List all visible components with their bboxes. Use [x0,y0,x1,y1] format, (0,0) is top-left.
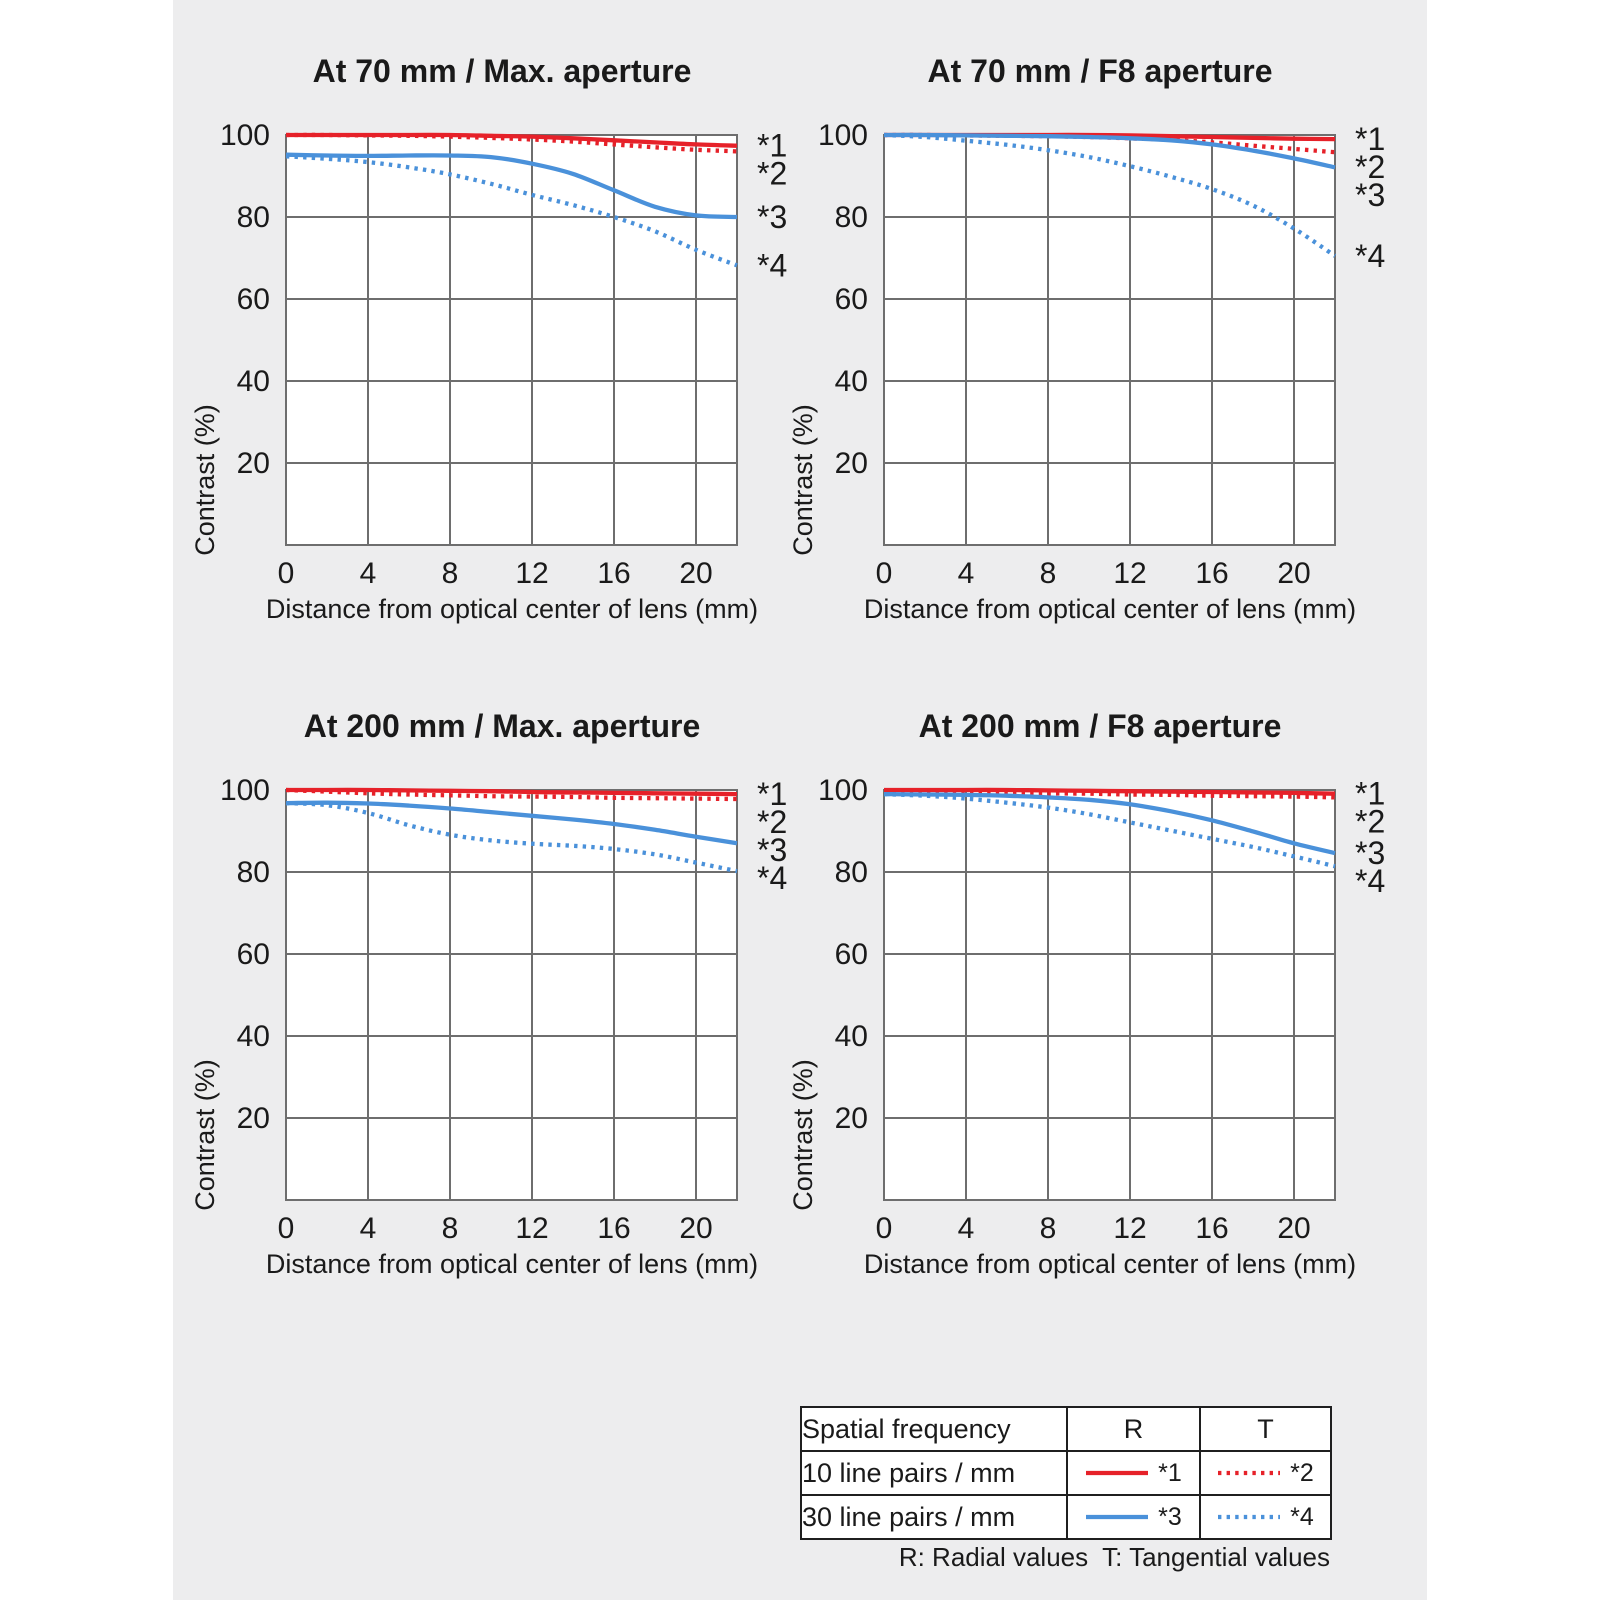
legend-swatch-cell [1200,1451,1331,1495]
curve-label: *2 [757,804,788,841]
legend-header-row [801,1407,1331,1451]
curve-label: *4 [757,860,788,897]
x-tick-label: 8 [441,557,459,590]
legend-table [800,1406,1332,1540]
y-tick-label: 80 [236,201,270,234]
x-tick-label: 16 [597,1212,631,1245]
plot-area [220,119,787,590]
x-tick-label: 0 [875,557,893,590]
x-axis-label: Distance from optical center of lens (mm) [863,594,1357,624]
y-tick-label: 60 [236,283,270,316]
legend-series-label: *3 [1158,1502,1182,1531]
y-tick-label: 60 [834,283,868,316]
x-tick-label: 20 [1277,1212,1311,1245]
x-axis-label: Distance from optical center of lens (mm) [265,1249,759,1279]
y-tick-label: 40 [236,1020,270,1053]
curve-label: *3 [757,199,788,235]
chart-title: At 200 mm / F8 aperture [918,708,1282,744]
y-tick-label: 20 [236,447,270,480]
y-tick-label: 20 [236,1102,270,1135]
legend-label-10lp: 10 line pairs / mm [801,1451,1067,1495]
legend-swatch-cell [1067,1451,1200,1495]
legend-swatch-cell [1200,1495,1331,1539]
legend-series-label: *4 [1290,1502,1314,1531]
plot-area [818,774,1385,1245]
curve-label: *3 [1355,835,1386,872]
y-tick-label: 100 [219,119,270,152]
curve-label: *1 [757,776,788,813]
y-axis-label: Contrast (%) [190,404,220,556]
legend-row-10lp [801,1451,1331,1495]
chart-200mm-max-aperture [182,695,842,1315]
x-tick-label: 20 [679,1212,713,1245]
x-tick-label: 4 [957,1212,975,1245]
x-tick-label: 0 [277,557,295,590]
x-axis-label: Distance from optical center of lens (mm) [863,1249,1357,1279]
plot-background [286,135,737,545]
y-tick-label: 100 [219,774,270,807]
plot-area [220,774,787,1245]
curve-label: *3 [1355,177,1386,214]
plot-background [286,790,737,1200]
x-tick-label: 12 [1113,557,1147,590]
x-tick-label: 20 [1277,557,1311,590]
x-axis-label: Distance from optical center of lens (mm) [265,594,759,624]
y-tick-label: 80 [236,856,270,889]
y-tick-label: 80 [834,201,868,234]
y-axis-label: Contrast (%) [788,404,818,556]
chart-200mm-f8-aperture [780,695,1440,1315]
chart-title: At 70 mm / Max. aperture [312,53,692,89]
y-tick-label: 40 [236,365,270,398]
curve-label: *3 [757,832,788,869]
legend-row-30lp [801,1495,1331,1539]
x-tick-label: 16 [1195,557,1229,590]
plot-background [884,135,1335,545]
x-tick-label: 12 [515,557,549,590]
curve-label: *2 [757,155,788,192]
blue-dotted-line-icon [1217,1511,1281,1523]
x-tick-label: 4 [359,557,377,590]
red-solid-line-icon [1085,1467,1149,1479]
legend-footnote: R: Radial values T: Tangential values [898,1542,1330,1572]
plot-area [818,119,1385,590]
curve-label: *4 [1355,863,1386,900]
x-tick-label: 4 [957,557,975,590]
curve-label: *2 [1355,803,1386,840]
y-tick-label: 40 [834,365,868,398]
chart-title: At 70 mm / F8 aperture [927,53,1273,89]
y-tick-label: 60 [236,938,270,971]
x-tick-label: 16 [1195,1212,1229,1245]
y-tick-label: 40 [834,1020,868,1053]
x-tick-label: 0 [277,1212,295,1245]
chart-70mm-f8-aperture [780,40,1440,660]
x-tick-label: 8 [1039,557,1057,590]
curve-label: *1 [1355,121,1386,158]
legend-header-radial: R [1067,1407,1200,1451]
legend-swatch-cell [1067,1495,1200,1539]
y-tick-label: 100 [817,119,868,152]
y-axis-label: Contrast (%) [788,1059,818,1211]
curve-label: *4 [757,247,788,284]
x-tick-label: 8 [441,1212,459,1245]
legend-series-label: *1 [1158,1458,1182,1487]
y-tick-label: 20 [834,447,868,480]
x-tick-label: 4 [359,1212,377,1245]
y-tick-label: 80 [834,856,868,889]
curve-label: *4 [1355,237,1386,274]
curve-label: *2 [1355,149,1386,186]
y-tick-label: 20 [834,1102,868,1135]
legend-label-30lp: 30 line pairs / mm [801,1495,1067,1539]
chart-title: At 200 mm / Max. aperture [303,708,701,744]
curve-label: *1 [757,127,788,164]
blue-solid-line-icon [1085,1511,1149,1523]
legend-header-tangential: T [1200,1407,1331,1451]
y-tick-label: 60 [834,938,868,971]
x-tick-label: 8 [1039,1212,1057,1245]
curve-label: *1 [1355,775,1386,812]
y-tick-label: 100 [817,774,868,807]
x-tick-label: 12 [1113,1212,1147,1245]
x-tick-label: 16 [597,557,631,590]
red-dotted-line-icon [1217,1467,1281,1479]
x-tick-label: 0 [875,1212,893,1245]
x-tick-label: 20 [679,557,713,590]
y-axis-label: Contrast (%) [190,1059,220,1211]
x-tick-label: 12 [515,1212,549,1245]
chart-70mm-max-aperture [182,40,842,660]
legend-header-spatial-frequency: Spatial frequency [801,1407,1067,1451]
legend-series-label: *2 [1290,1458,1314,1487]
